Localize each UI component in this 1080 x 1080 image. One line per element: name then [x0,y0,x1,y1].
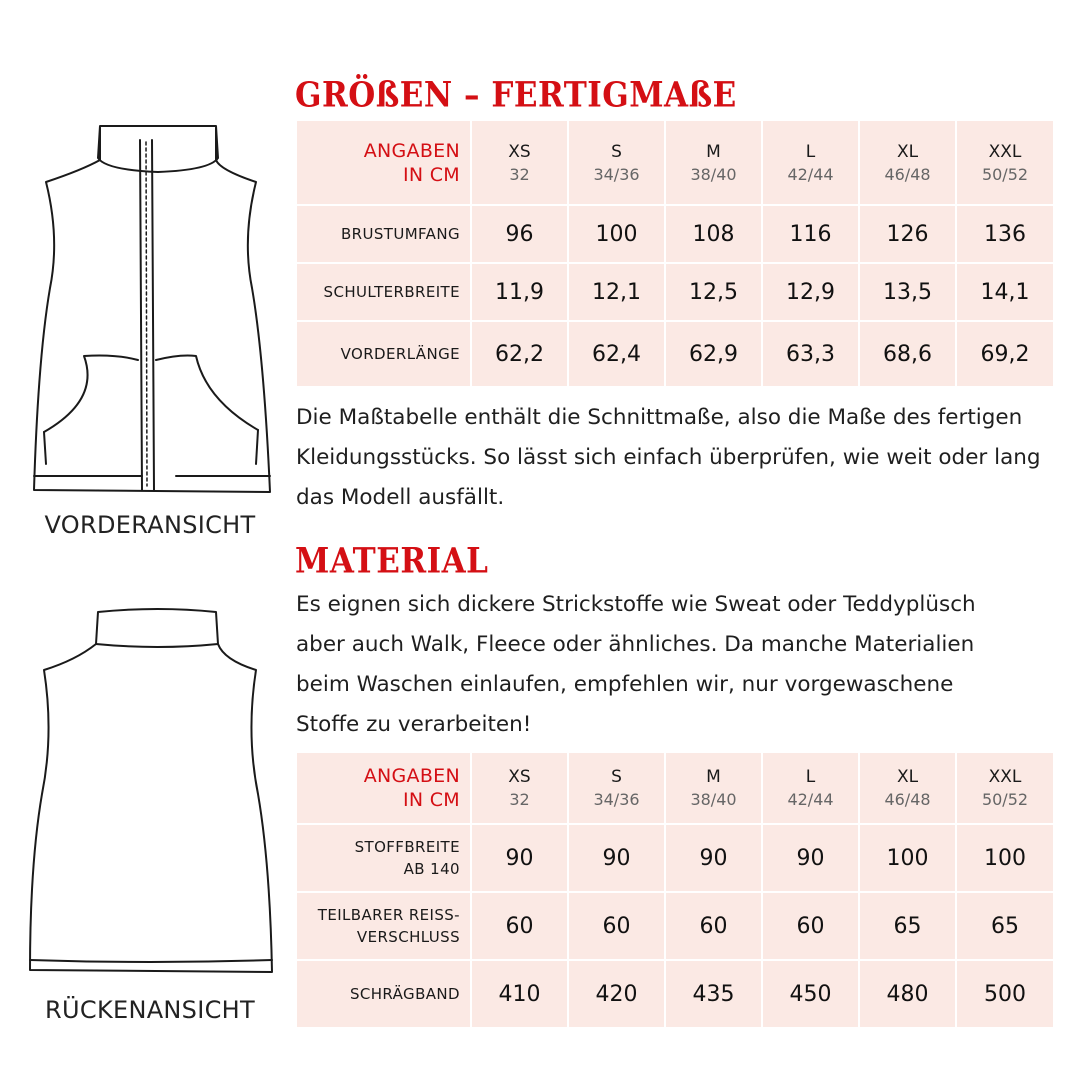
table-cell: 100 [859,824,956,892]
table-cell: 12,9 [762,263,859,321]
front-view-caption: VORDERANSICHT [44,511,256,539]
illustrations-column [0,0,290,1080]
size-header-xs: XS 32 [471,752,568,824]
size-header-xs: XS 32 [471,120,568,205]
table-cell: 65 [956,892,1054,960]
table-header-row [296,752,1054,824]
back-view-caption: RÜCKENANSICHT [45,996,255,1024]
text-line: aber auch Walk, Fleece oder ähnliches. Da manche Materialien [296,632,975,657]
table-cell: 60 [762,892,859,960]
table-row [296,824,1054,892]
units-line2: IN CM [402,163,460,186]
row-label: STOFFBREITE AB 140 [296,824,471,892]
table-cell: 116 [762,205,859,263]
size-header-l: L 42/44 [762,120,859,205]
table-cell: 96 [471,205,568,263]
size-header-xl: XL 46/48 [859,120,956,205]
table-cell: 100 [568,205,665,263]
sizes-heading: GRÖßEN – FERTIGMAßE [295,75,737,116]
vest-front-drawing [20,118,280,500]
table-cell: 60 [568,892,665,960]
size-header-l: L 42/44 [762,752,859,824]
table-cell: 65 [859,892,956,960]
table-row [296,892,1054,960]
material-heading: MATERIAL [295,541,489,582]
text-line: Die Maßtabelle enthält die Schnittmaße, also die Maße des fertigen [296,405,1023,430]
table-cell: 108 [665,205,762,263]
text-line: das Modell ausfällt. [296,485,505,510]
table-cell: 62,4 [568,321,665,387]
table-cell: 90 [568,824,665,892]
table-cell: 60 [471,892,568,960]
text-line: Kleidungsstücks. So lässt sich einfach überprüfen, wie weit oder lang [296,445,1041,470]
table-cell: 100 [956,824,1054,892]
table-cell: 136 [956,205,1054,263]
units-label [296,752,471,824]
units-line2: IN CM [402,789,460,811]
table-cell: 90 [665,824,762,892]
table-row [296,960,1054,1028]
table-cell: 13,5 [859,263,956,321]
table-cell: 14,1 [956,263,1054,321]
table-cell: 12,5 [665,263,762,321]
finished-measurements-table [295,119,1055,388]
table-cell: 126 [859,205,956,263]
table-cell: 410 [471,960,568,1028]
table-cell: 62,2 [471,321,568,387]
row-label: SCHRÄGBAND [296,960,471,1028]
material-description [296,585,1066,745]
row-label: BRUSTUMFANG [296,205,471,263]
table-cell: 11,9 [471,263,568,321]
sizes-description [296,398,1066,518]
vest-back-drawing [20,604,280,982]
table-cell: 62,9 [665,321,762,387]
text-line: Stoffe zu verarbeiten! [296,712,532,737]
table-cell: 500 [956,960,1054,1028]
units-line1: ANGABEN [363,765,460,787]
row-label: SCHULTERBREITE [296,263,471,321]
text-line: beim Waschen einlaufen, empfehlen wir, nur vorgewaschene [296,672,954,697]
table-row [296,205,1054,263]
size-header-xxl: XXL 50/52 [956,752,1054,824]
row-label: TEILBARER REISS- VERSCHLUSS [296,892,471,960]
table-cell: 60 [665,892,762,960]
table-cell: 480 [859,960,956,1028]
material-requirements-table [295,751,1055,1029]
table-cell: 420 [568,960,665,1028]
text-line: Es eignen sich dickere Strickstoffe wie Sweat oder Teddyplüsch [296,592,976,617]
table-cell: 69,2 [956,321,1054,387]
units-line1: ANGABEN [363,139,460,162]
units-label [296,120,471,205]
table-cell: 12,1 [568,263,665,321]
table-row [296,263,1054,321]
table-cell: 435 [665,960,762,1028]
table-cell: 450 [762,960,859,1028]
size-header-xl: XL 46/48 [859,752,956,824]
row-label: VORDERLÄNGE [296,321,471,387]
table-cell: 63,3 [762,321,859,387]
size-header-xxl: XXL 50/52 [956,120,1054,205]
table-cell: 68,6 [859,321,956,387]
size-header-m: M 38/40 [665,752,762,824]
size-header-s: S 34/36 [568,120,665,205]
table-header-row [296,120,1054,205]
table-cell: 90 [762,824,859,892]
size-header-s: S 34/36 [568,752,665,824]
table-row [296,321,1054,387]
size-header-m: M 38/40 [665,120,762,205]
table-cell: 90 [471,824,568,892]
